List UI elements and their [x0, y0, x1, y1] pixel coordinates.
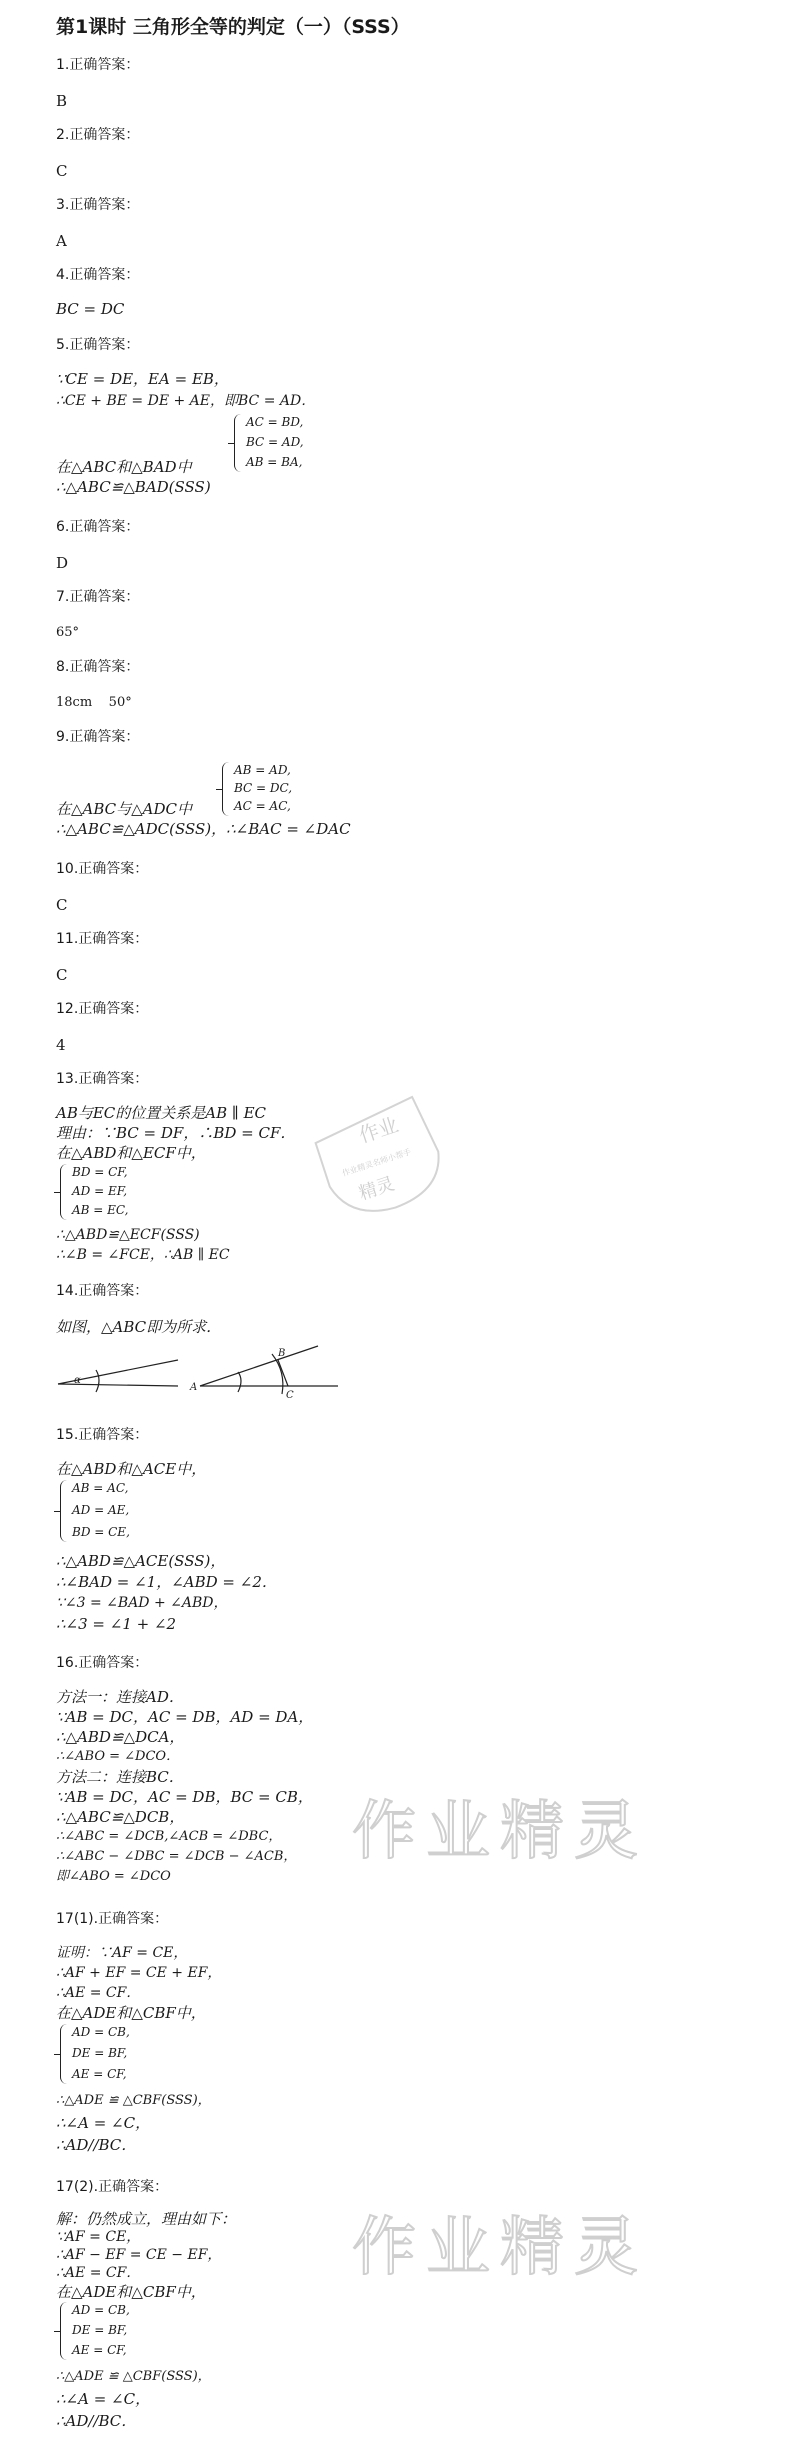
q17-2-line-7: ∴∠A = ∠C， — [56, 2390, 151, 2408]
q16-number: 16 — [56, 1655, 74, 1671]
q5-number: 5 — [56, 337, 65, 353]
q3-number: 3 — [56, 197, 65, 213]
q15-label — [56, 1428, 148, 1442]
label-suffix: .正确答案： — [93, 1911, 169, 1927]
q17-1-number: 17(1) — [56, 1911, 94, 1927]
label-suffix: .正确答案： — [64, 729, 140, 745]
q11-label — [56, 932, 148, 946]
q16-line-8: ∴∠ABC = ∠DCB,∠ACB = ∠DBC， — [56, 1829, 282, 1844]
q15-line-3: ∴∠BAD = ∠1，∠ABD = ∠2． — [56, 1573, 277, 1591]
label-suffix: .正确答案： — [64, 589, 140, 605]
q16-line-1: 方法一：连接AD． — [56, 1688, 184, 1706]
q17-1-line-6: ∴∠A = ∠C， — [56, 2114, 151, 2132]
q10-answer: C — [56, 896, 68, 914]
q14-line-1: 如图，△ABC即为所求． — [56, 1318, 222, 1336]
q17-1-system-2: DE = BF, — [72, 2046, 128, 2060]
q15-system-2: AD = AE, — [72, 1503, 130, 1517]
q9-system-3: AC = AC, — [234, 799, 291, 813]
label-suffix: .正确答案： — [73, 1283, 149, 1299]
q17-2-line-5: 在△ADE和△CBF中， — [56, 2283, 206, 2301]
q17-2-line-3: ∴AF − EF = CE − EF， — [56, 2247, 222, 2263]
label-suffix: .正确答案： — [64, 337, 140, 353]
label-suffix: .正确答案： — [64, 127, 140, 143]
fig-point-c: C — [286, 1390, 294, 1401]
q17-2-system-1: AD = CB, — [72, 2303, 130, 2317]
stamp-bottom-text: 精灵 — [356, 1173, 398, 1205]
q17-2-label — [56, 2180, 168, 2194]
q13-line-1: AB与EC的位置关系是AB ∥ EC — [56, 1104, 267, 1122]
watermark-1: 作业精灵 — [352, 1795, 648, 1869]
q17-2-brace — [60, 2302, 67, 2360]
q5-system-3: AB = BA, — [246, 455, 303, 469]
q10-number: 10 — [56, 861, 74, 877]
label-suffix: .正确答案： — [64, 197, 140, 213]
q5-line-1: ∵CE = DE，EA = EB， — [56, 370, 229, 388]
fig-alpha: α — [74, 1375, 81, 1386]
q15-system-3: BD = CE, — [72, 1525, 130, 1539]
q9-label — [56, 730, 139, 744]
q13-label — [56, 1072, 148, 1086]
q17-2-number: 17(2) — [56, 2179, 94, 2195]
q15-system-1: AB = AC, — [72, 1481, 129, 1495]
q2-label — [56, 128, 139, 142]
label-suffix: .正确答案： — [73, 1001, 149, 1017]
label-suffix: .正确答案： — [73, 931, 149, 947]
q9-brace — [222, 762, 229, 816]
q17-1-line-3: ∴AE = CF． — [56, 1985, 141, 2001]
q5-line-3: 在△ABC和△BAD中 — [56, 458, 192, 476]
q2-number: 2 — [56, 127, 65, 143]
q15-number: 15 — [56, 1427, 74, 1443]
q15-brace — [60, 1480, 67, 1542]
q11-number: 11 — [56, 931, 74, 947]
q8-label — [56, 660, 139, 674]
q17-1-brace — [60, 2024, 67, 2084]
stamp-mid-text: 作业精灵名师小帮手 — [341, 1147, 413, 1179]
angle-arc — [96, 1370, 99, 1392]
q7-number: 7 — [56, 589, 65, 605]
q9-system-2: BC = DC, — [234, 781, 293, 795]
label-suffix: .正确答案： — [93, 2179, 169, 2195]
q16-line-5: 方法二：连接BC． — [56, 1768, 184, 1786]
q8-answer: 18cm 50° — [56, 695, 132, 710]
q16-line-3: ∴△ABD≌△DCA， — [56, 1728, 185, 1746]
q9-number: 9 — [56, 729, 65, 745]
q15-line-2: ∴△ABD≌△ACE(SSS)， — [56, 1552, 226, 1570]
q13-line-5: ∴∠B = ∠FCE，∴AB ∥ EC — [56, 1247, 230, 1263]
q5-system-1: AC = BD, — [246, 415, 304, 429]
q13-line-3: 在△ABD和△ECF中， — [56, 1144, 206, 1162]
q17-2-system-3: AE = CF, — [72, 2343, 127, 2357]
q13-system-3: AB = EC, — [72, 1203, 129, 1217]
q9-line-2: ∴△ABC≌△ADC(SSS)，∴∠BAC = ∠DAC — [56, 820, 351, 838]
q17-2-line-8: ∴AD//BC． — [56, 2412, 137, 2430]
q12-answer: 4 — [56, 1036, 66, 1054]
q4-answer: BC = DC — [56, 300, 125, 318]
q5-system-2: BC = AD, — [246, 435, 304, 449]
q1-number: 1 — [56, 57, 65, 73]
q16-line-6: ∵AB = DC，AC = DB，BC = CB， — [56, 1788, 313, 1806]
q7-answer: 65° — [56, 625, 80, 640]
label-suffix: .正确答案： — [64, 659, 140, 675]
label-suffix: .正确答案： — [73, 1071, 149, 1087]
q17-1-line-2: ∴AF + EF = CE + EF， — [56, 1965, 222, 1981]
q16-line-9: ∴∠ABC − ∠DBC = ∠DCB − ∠ACB， — [56, 1849, 297, 1864]
fig-point-b: B — [278, 1348, 286, 1359]
q13-system-2: AD = EF, — [72, 1184, 128, 1198]
q13-brace — [60, 1164, 67, 1220]
q2-answer: C — [56, 162, 68, 180]
label-suffix: .正确答案： — [64, 57, 140, 73]
q5-label — [56, 338, 139, 352]
fig-point-a: A — [190, 1382, 198, 1393]
q5-line-2: ∴CE + BE = DE + AE，即BC = AD． — [56, 393, 316, 409]
label-suffix: .正确答案： — [64, 519, 140, 535]
q16-line-10: 即∠ABO = ∠DCO — [56, 1869, 171, 1884]
q9-line-1: 在△ABC与△ADC中 — [56, 800, 193, 818]
q13-system-1: BD = CF, — [72, 1165, 128, 1179]
copy-arc — [238, 1372, 241, 1392]
q4-number: 4 — [56, 267, 65, 283]
label-suffix: .正确答案： — [73, 1427, 149, 1443]
q6-label — [56, 520, 139, 534]
q11-answer: C — [56, 966, 68, 984]
q14-label — [56, 1284, 148, 1298]
q16-label — [56, 1656, 148, 1670]
q15-line-1: 在△ABD和△ACE中， — [56, 1460, 207, 1478]
q16-line-2: ∵AB = DC，AC = DB，AD = DA， — [56, 1708, 314, 1726]
q17-1-line-1: 证明：∵AF = CE， — [56, 1945, 188, 1961]
q6-answer: D — [56, 554, 69, 572]
label-suffix: .正确答案： — [73, 1655, 149, 1671]
page-title: 第1课时 三角形全等的判定（一）（SSS） — [56, 16, 410, 38]
q14-number: 14 — [56, 1283, 74, 1299]
q1-label — [56, 58, 139, 72]
constructed-ray-line — [200, 1346, 318, 1386]
stamp-top-text: 作业 — [355, 1112, 402, 1148]
q13-number: 13 — [56, 1071, 74, 1087]
q17-2-system-2: DE = BF, — [72, 2323, 128, 2337]
q17-1-label — [56, 1912, 168, 1926]
q9-system-1: AB = AD, — [234, 763, 291, 777]
q6-number: 6 — [56, 519, 65, 535]
q7-label — [56, 590, 139, 604]
q17-2-line-6: ∴△ADE ≌ △CBF(SSS)， — [56, 2369, 211, 2384]
label-suffix: .正确答案： — [64, 267, 140, 283]
q17-2-line-1: 解：仍然成立，理由如下： — [56, 2210, 237, 2228]
q15-line-4: ∵∠3 = ∠BAD + ∠ABD， — [56, 1595, 228, 1611]
q16-line-4: ∴∠ABO = ∠DCO． — [56, 1749, 180, 1764]
q3-label — [56, 198, 139, 212]
q8-number: 8 — [56, 659, 65, 675]
q1-answer: B — [56, 92, 68, 110]
q17-1-system-3: AE = CF, — [72, 2067, 127, 2081]
q15-line-5: ∴∠3 = ∠1 + ∠2 — [56, 1615, 177, 1633]
q17-1-line-4: 在△ADE和△CBF中， — [56, 2004, 206, 2022]
stamp-watermark — [310, 1100, 450, 1220]
q5-brace — [234, 414, 241, 472]
q13-line-4: ∴△ABD≌△ECF(SSS) — [56, 1227, 200, 1243]
q4-label — [56, 268, 139, 282]
q5-line-4: ∴△ABC≌△BAD(SSS) — [56, 478, 211, 496]
watermark-2: 作业精灵 — [352, 2211, 648, 2285]
q17-1-line-7: ∴AD//BC． — [56, 2136, 137, 2154]
q14-construction-figure — [50, 1340, 350, 1400]
q17-2-line-2: ∵AF = CE， — [56, 2229, 141, 2245]
q3-answer: A — [56, 232, 67, 250]
label-suffix: .正确答案： — [73, 861, 149, 877]
q13-line-2: 理由：∵BC = DF，∴BD = CF． — [56, 1124, 296, 1142]
q17-1-system-1: AD = CB, — [72, 2025, 130, 2039]
q17-1-line-5: ∴△ADE ≌ △CBF(SSS)， — [56, 2093, 211, 2108]
q10-label — [56, 862, 148, 876]
q17-2-line-4: ∴AE = CF． — [56, 2265, 141, 2281]
q16-line-7: ∴△ABC≌△DCB， — [56, 1808, 185, 1826]
q12-number: 12 — [56, 1001, 74, 1017]
q12-label — [56, 1002, 148, 1016]
